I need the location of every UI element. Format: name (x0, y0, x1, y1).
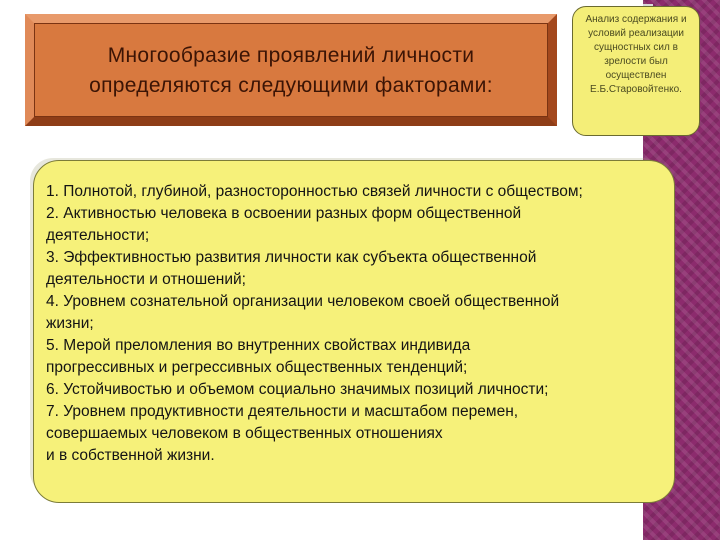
note-text: Анализ содержания и условий реализации сущностных сил в зрелости был осуществлен Е.Б.Старовойтенко. (585, 14, 687, 95)
factor-item: 5. Мерой преломления во внутренних свойствах индивида прогрессивных и регрессивных общественных тенденций; (46, 337, 471, 376)
factor-item: 3. Эффективностью развития личности как субъекта общественной деятельности и отношений; (46, 249, 537, 288)
factor-item: 4. Уровнем сознательной организации человеком своей общественной жизни; (46, 293, 560, 332)
slide-title: Многообразие проявлений личности определяются следующими факторами: (89, 44, 493, 97)
factor-item: 7. Уровнем продуктивности деятельности и масштабом перемен, совершаемых человеком в общественных отношениях и в собственной жизни. (46, 403, 519, 464)
title-frame (25, 14, 557, 126)
factor-item: 2. Активностью человека в освоении разных форм общественной деятельности; (46, 205, 522, 244)
note-callout (572, 6, 700, 136)
title-panel (34, 23, 548, 117)
factors-card (33, 160, 675, 503)
factor-item: 6. Устойчивостью и объемом социально значимых позиций личности; (46, 381, 549, 398)
factors-list (46, 181, 668, 467)
factor-item: 1. Полнотой, глубиной, разносторонностью связей личности с обществом; (46, 183, 583, 200)
